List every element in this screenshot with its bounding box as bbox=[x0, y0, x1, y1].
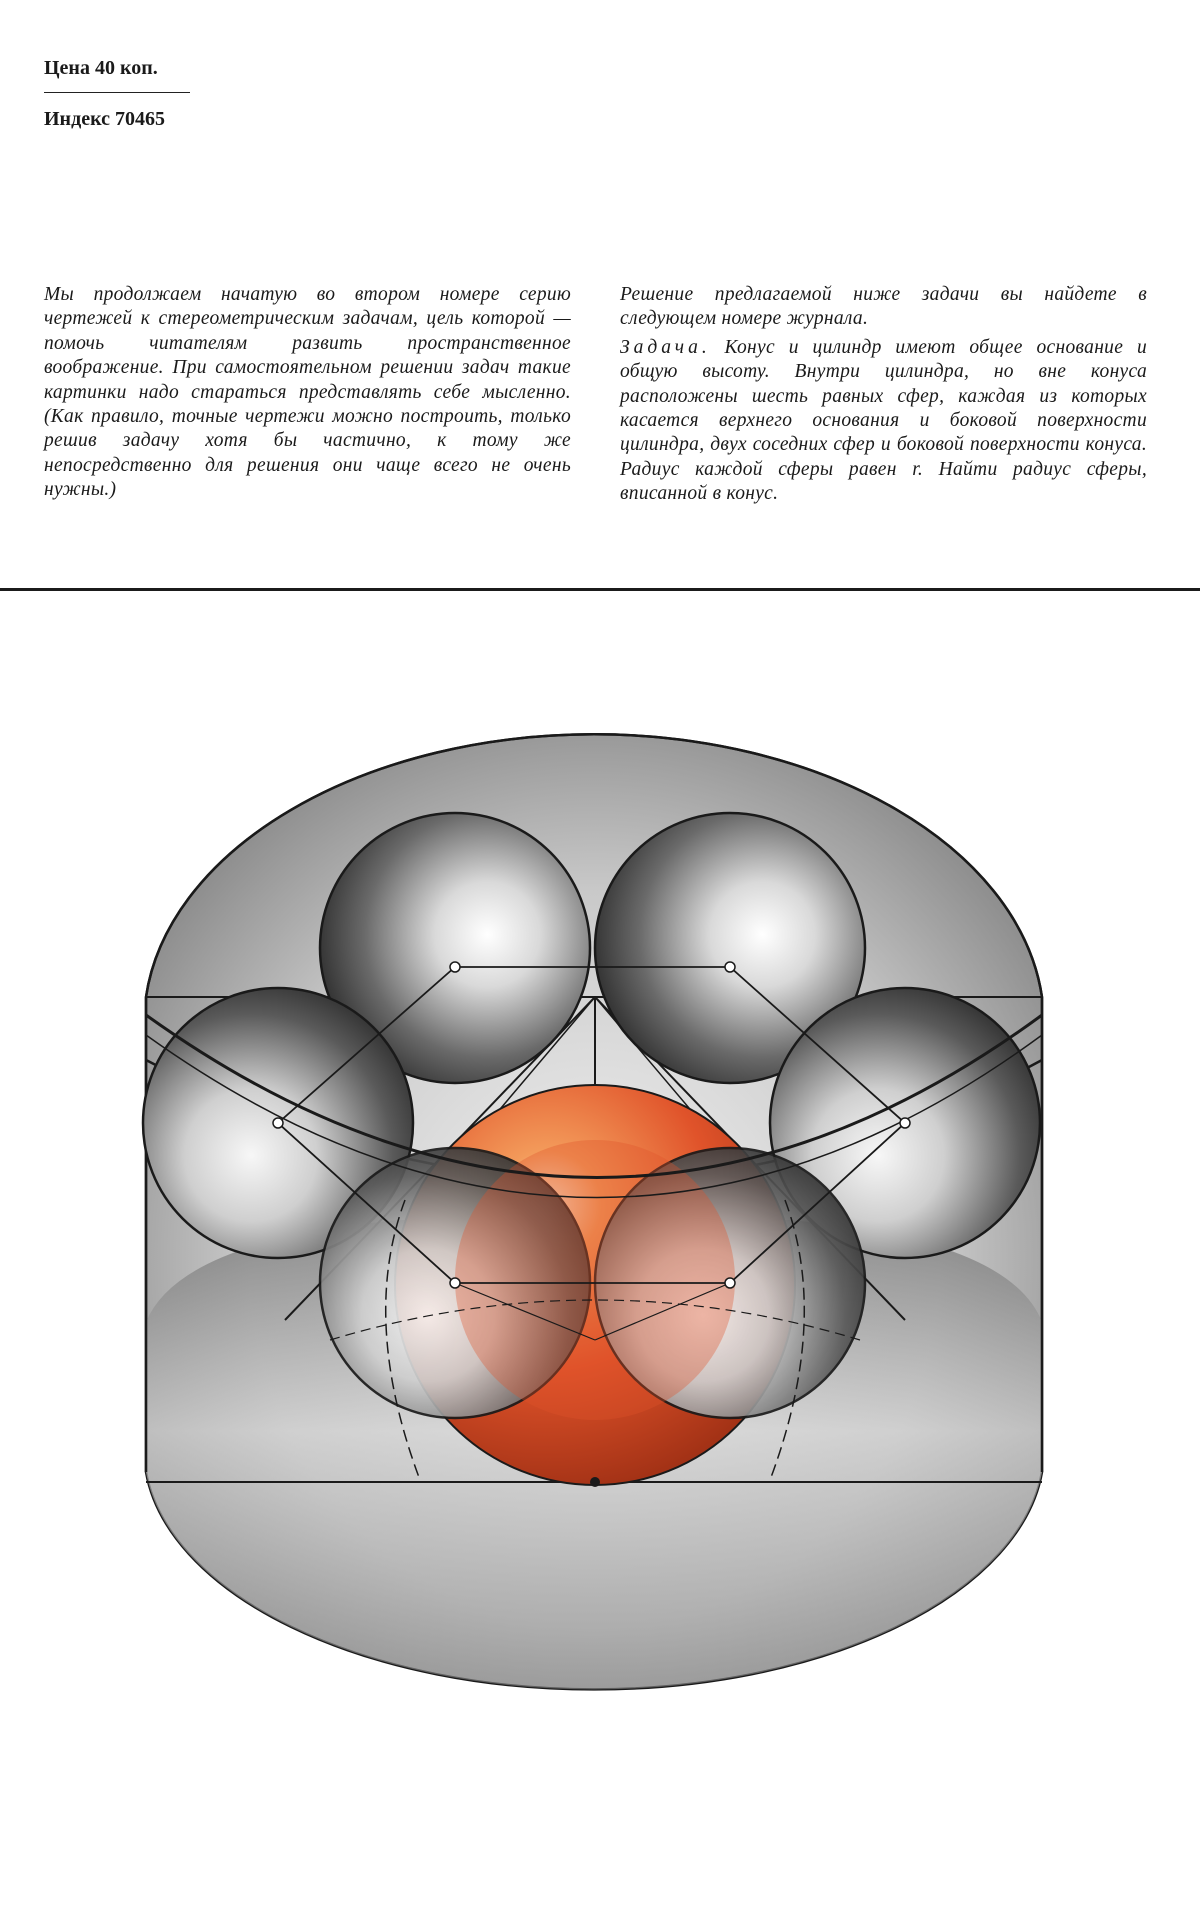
index-label: Индекс 70465 bbox=[44, 108, 165, 130]
solution-note: Решение предлагаемой ниже задачи вы найдете в следующем номере журнала. bbox=[620, 284, 1147, 330]
problem-column bbox=[620, 283, 1147, 507]
section-divider bbox=[0, 588, 1200, 591]
problem-text: Конус и цилиндр имеют общее основание и общую высоту. Внутри цилиндра, но вне конуса расположены шесть равных сфер, каждая из которых касается верхнего основания и боковой поверхности цилиндра, двух соседних сфер и боковой поверхности конуса. Радиус каждой сферы равен r. Найти радиус сферы, вписанной в конус. bbox=[620, 336, 1147, 505]
problem-statement bbox=[620, 336, 1147, 507]
problem-label: Задача. bbox=[620, 336, 711, 358]
intro-text: Мы продолжаем начатую во втором номере серию чертежей к стереометрическим задачам, цель которой — помочь читателям развить пространственное воображение. При самостоятельном решении задач такие картинки надо стараться представлять себе мысленно. (Как правило, точные чертежи можно построить, только решив задачу хотя бы частично, к тому же непосредственно для решения они чаще всего не очень нужны.) bbox=[44, 284, 571, 501]
geometry-illustration bbox=[0, 700, 1200, 1800]
intro-column bbox=[44, 283, 571, 503]
price-divider bbox=[44, 92, 190, 93]
price-block bbox=[44, 56, 190, 131]
price-label: Цена 40 коп. bbox=[44, 57, 158, 79]
